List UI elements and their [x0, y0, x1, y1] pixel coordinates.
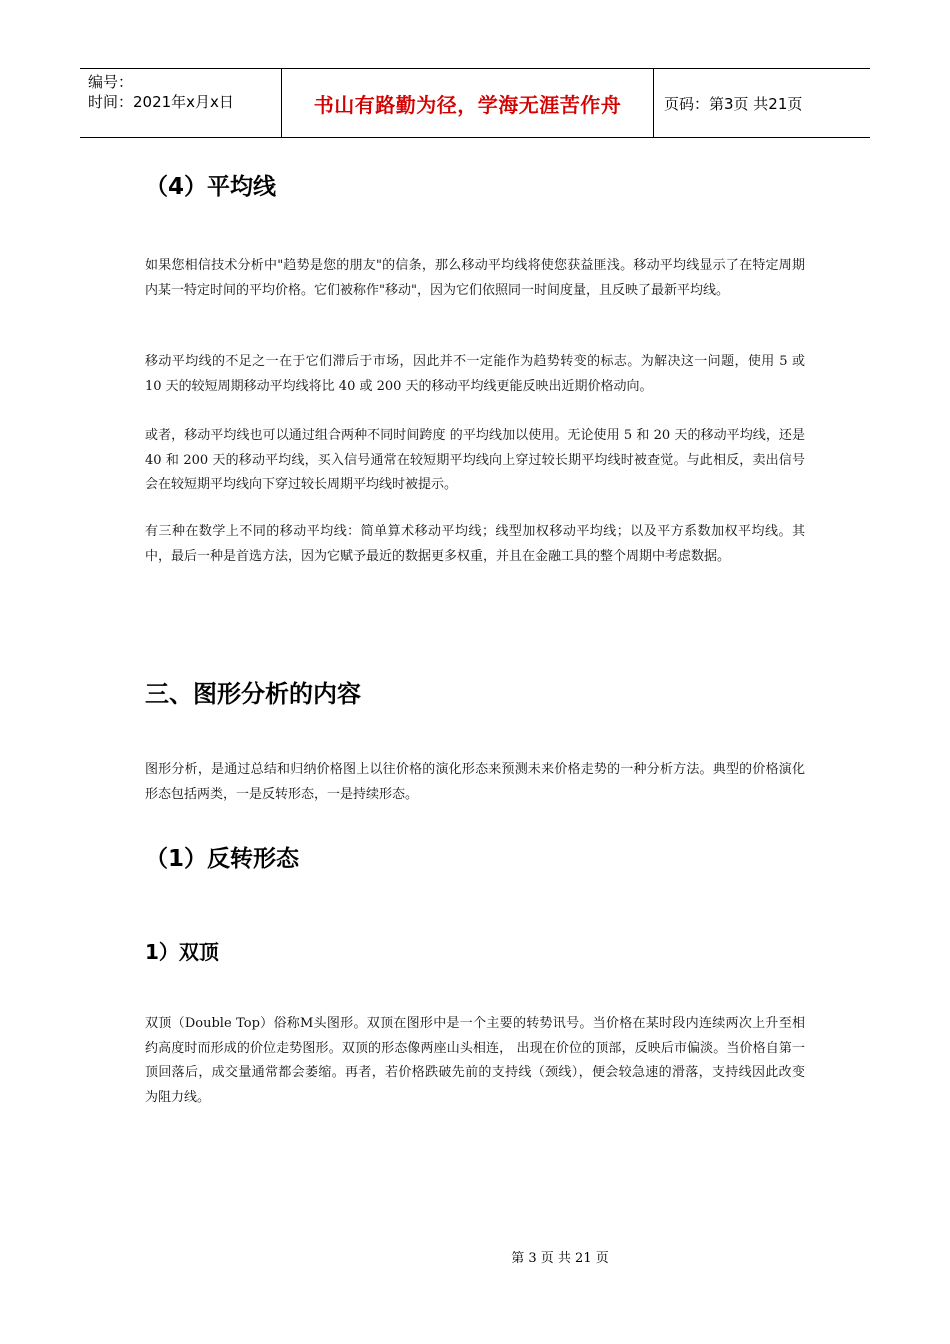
- section-heading-reversal: （1）反转形态: [145, 846, 300, 872]
- page-header: [80, 68, 870, 138]
- header-page-info: 页码：第3页 共21页: [664, 94, 803, 113]
- subsection-heading-double-top: 1）双顶: [145, 940, 219, 964]
- document-date-label: 时间：2021年x月x日: [88, 93, 234, 111]
- header-motto: 书山有路勤为径，学海无涯苦作舟: [282, 69, 654, 137]
- chapter-heading-pattern-analysis: 三、图形分析的内容: [145, 680, 361, 708]
- footer-page-number: 第 3 页 共 21 页: [511, 1251, 609, 1266]
- paragraph-ma-intro: 如果您相信技术分析中"趋势是您的朋友"的信条，那么移动平均线将使您获益匪浅。移动平均线显示了在特定周期内某一特定时间的平均价格。它们被称作"移动"，因为它们依照同一时间度量，且反映了最新平均线。: [145, 258, 805, 298]
- paragraph-ma-combination: 或者，移动平均线也可以通过组合两种不同时间跨度 的平均线加以使用。无论使用 5 和 20 天的移动平均线，还是 40 和 200 天的移动平均线，买入信号通常在较短期平均线向上穿过较长期平均线时被查觉。与此相反，卖出信号会在较短期平均线向下穿过较长周期平均线时被提示。: [145, 428, 805, 492]
- paragraph-ma-types: 有三种在数学上不同的移动平均线：简单算术移动平均线；线型加权移动平均线；以及平方系数加权平均线。其中，最后一种是首选方法，因为它赋予最近的数据更多权重，并且在金融工具的整个周期中考虑数据。: [145, 524, 805, 564]
- section-heading-moving-average: （4）平均线: [145, 174, 277, 200]
- paragraph-pattern-intro: 图形分析，是通过总结和归纳价格图上以往价格的演化形态来预测未来价格走势的一种分析方法。典型的价格演化形态包括两类，一是反转形态，一是持续形态。: [145, 762, 805, 802]
- paragraph-ma-shortcoming: 移动平均线的不足之一在于它们滞后于市场，因此并不一定能作为趋势转变的标志。为解决这一问题，使用 5 或 10 天的较短周期移动平均线将比 40 或 200 天的移动平均线更能反映出近期价格动向。: [145, 354, 805, 394]
- paragraph-double-top: 双顶（Double Top）俗称M头图形。双顶在图形中是一个主要的转势讯号。当价格在某时段内连续两次上升至相约高度时而形成的价位走势图形。双顶的形态像两座山头相连， 出现在价位的顶部，反映后市偏淡。当价格自第一顶回落后，成交量通常都会萎缩。再者，若价格跌破先前的支持线（颈线），便会较急速的滑落，支持线因此改变 为阻力线。: [145, 1016, 805, 1105]
- document-number-label: 编号：: [88, 73, 134, 91]
- page-footer: [0, 1247, 950, 1266]
- header-meta-cell: [80, 69, 282, 137]
